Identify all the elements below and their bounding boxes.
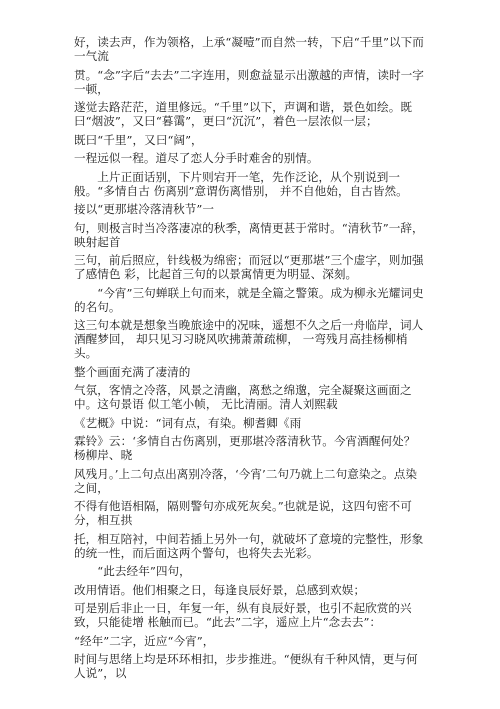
text-line: 好，读去声，作为领格，上承“凝噎”而自然一转，下启“千里”以下而一气流 <box>74 35 424 63</box>
text-line: 这三句本就是想象当晚旅途中的况味，遥想不久之后一舟临岸，词人酒醒梦回， 却只见习习晓风吹拂萧萧疏柳， 一弯残月高挂杨柳梢头。 <box>74 318 424 360</box>
text-line: 上片正面话别，下片则宕开一笔，先作泛论，从个别说到一般。“多情自古 伤离别”意谓伤离惜别， 并不自他始，自古皆然。 <box>74 169 408 198</box>
text-line: “此去经年”四句， <box>74 564 191 578</box>
text-line: 改用情语。他们相聚之日，每逢良辰好景，总感到欢娱； <box>74 582 366 597</box>
text-line: “经年”二字，近应“今宵”， <box>74 633 215 648</box>
text-line: 可是别后非止一日，年复一年，纵有良辰好景，也引不起欣赏的兴致，只能徒增 枨触而已。“此去”二字，遥应上片“念去去”： <box>74 601 412 629</box>
text-line: 不得有他语相隔，隔则警句亦成死灰矣。”也就是说，这四句密不可分，相互拱 <box>74 499 412 527</box>
text-line: 一程远似一程。道尽了恋人分手时难舍的别情。 <box>74 151 319 165</box>
text-line: 贯。“念”字后“去去”二字连用，则愈益显示出激越的声情，读时一字一顿， <box>74 67 424 96</box>
text-line: 《艺概》中说：“词有点，有染。柳耆卿《雨 <box>74 415 302 430</box>
text-line: 整个画面充满了凄清的 <box>74 364 191 379</box>
text-line: 气氛，客情之冷落，风景之清幽，离愁之绵邈，完全凝聚这画面之中。这句景语 似工笔小帧， 无比清丽。清人刘熙载 <box>74 383 412 411</box>
text-line: 霖铃》云：‘多情自古伤离别，更那堪冷落清秋节。今宵酒醒何处？杨柳岸、晓 <box>74 434 416 462</box>
text-line: 风残月。’上二句点出离别冷落，‘今宵’二句乃就上二句意染之。点染之间， <box>74 466 418 495</box>
text-line: “今宵”三句蝉联上句而来，就是全篇之警策。成为柳永光耀词史的名句。 <box>74 285 424 314</box>
text-line: 时间与思绪上均是环环相扣，步步推进。“便纵有千种风情，更与何人说”，以 <box>74 652 418 680</box>
text-line: 三句，前后照应，针线极为绵密；而冠以“更那堪”三个虚字，则加强了感情色 彩，比起首三句的以景寓情更为明显、深刻。 <box>74 253 424 281</box>
text-line: 既曰“千里”，又曰“阔”， <box>74 132 203 147</box>
text-line: 遂觉去路茫茫，道里修远。“千里”以下，声调和谐，景色如绘。既曰“烟波”，又曰“暮霭”，更曰“沉沉”，着色一层浓似一层； <box>74 100 412 128</box>
text-line: 托，相互陪衬，中间若插上另外一句，就破坏了意境的完整性，形象的统一性，而后面这两个警句，也将失去光彩。 <box>74 531 424 560</box>
text-line: 句，则极言时当冷落凄凉的秋季，离情更甚于常时。“清秋节”一辞，映射起首 <box>74 220 424 249</box>
text-line: 接以“更那堪冷落清秋节”一 <box>74 202 215 216</box>
